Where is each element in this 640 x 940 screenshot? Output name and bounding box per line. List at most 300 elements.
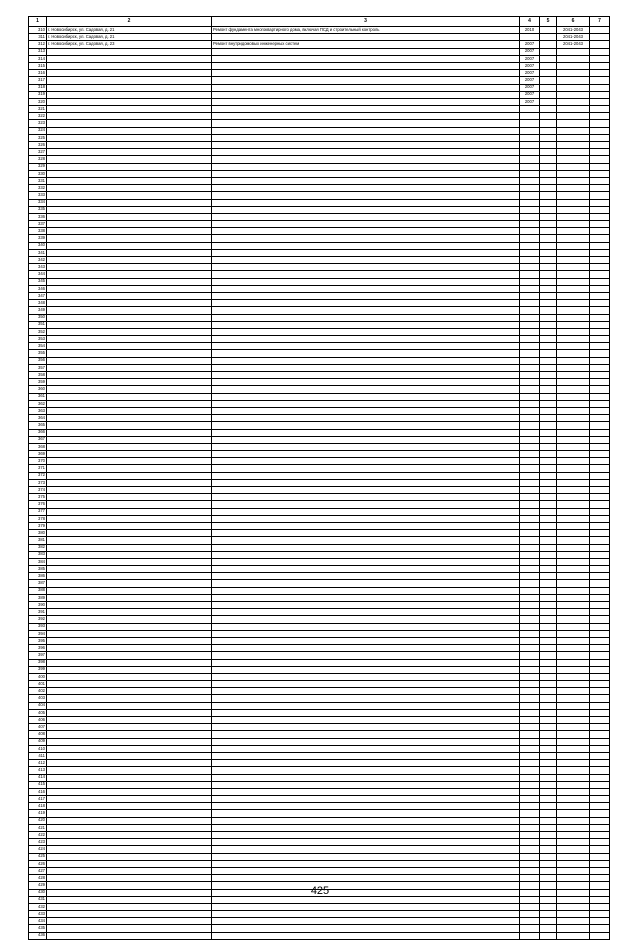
address-cell (47, 846, 212, 853)
address-cell (47, 429, 212, 436)
year-cell (540, 602, 557, 609)
year-range-cell (557, 271, 590, 278)
year-range-cell (557, 292, 590, 299)
table-row (29, 810, 610, 817)
year-cell (520, 925, 540, 932)
work-type-cell (212, 134, 520, 141)
work-type-cell (212, 487, 520, 494)
address-cell (47, 767, 212, 774)
row-number-cell: 347 (29, 292, 47, 299)
year-cell (520, 645, 540, 652)
address-cell (47, 537, 212, 544)
table-row (29, 896, 610, 903)
year-cell (590, 501, 610, 508)
year-cell (540, 587, 557, 594)
year-cell (540, 817, 557, 824)
year-cell (520, 422, 540, 429)
year-cell (520, 113, 540, 120)
table-row (29, 379, 610, 386)
row-number-cell: 329 (29, 163, 47, 170)
year-range-cell (557, 328, 590, 335)
table-row (29, 925, 610, 932)
year-cell (540, 709, 557, 716)
year-cell (590, 285, 610, 292)
year-cell (540, 149, 557, 156)
address-cell (47, 832, 212, 839)
table-row (29, 386, 610, 393)
table-row (29, 350, 610, 357)
year-cell (540, 436, 557, 443)
table-row (29, 709, 610, 716)
year-range-cell (557, 695, 590, 702)
year-cell (590, 357, 610, 364)
address-cell (47, 637, 212, 644)
address-cell (47, 609, 212, 616)
table-row (29, 407, 610, 414)
year-range-cell (557, 659, 590, 666)
year-cell (540, 652, 557, 659)
table-row (29, 221, 610, 228)
work-type-cell (212, 113, 520, 120)
table-row (29, 271, 610, 278)
year-cell (540, 551, 557, 558)
year-range-cell (557, 458, 590, 465)
year-cell (590, 436, 610, 443)
year-range-cell (557, 357, 590, 364)
year-range-cell (557, 350, 590, 357)
year-range-cell (557, 422, 590, 429)
year-cell (520, 451, 540, 458)
table-row (29, 673, 610, 680)
year-range-cell (557, 257, 590, 264)
year-cell (520, 465, 540, 472)
work-type-cell (212, 48, 520, 55)
year-cell (520, 429, 540, 436)
table-row (29, 436, 610, 443)
work-type-cell (212, 422, 520, 429)
table-row (29, 580, 610, 587)
address-cell (47, 62, 212, 69)
table-row (29, 760, 610, 767)
year-range-cell (557, 134, 590, 141)
year-cell (540, 185, 557, 192)
work-type-cell (212, 774, 520, 781)
work-type-cell (212, 724, 520, 731)
year-range-cell (557, 781, 590, 788)
work-type-cell (212, 839, 520, 846)
address-cell (47, 522, 212, 529)
year-cell (540, 673, 557, 680)
year-cell (590, 925, 610, 932)
row-number-cell: 334 (29, 199, 47, 206)
row-number-cell: 435 (29, 925, 47, 932)
year-cell (520, 142, 540, 149)
year-range-cell (557, 213, 590, 220)
year-range-cell (557, 774, 590, 781)
year-cell (590, 221, 610, 228)
address-cell (47, 781, 212, 788)
year-cell (520, 932, 540, 939)
work-type-cell (212, 479, 520, 486)
year-range-cell (557, 206, 590, 213)
year-range-cell (557, 673, 590, 680)
work-type-cell (212, 681, 520, 688)
work-type-cell (212, 77, 520, 84)
year-cell (520, 717, 540, 724)
table-row (29, 142, 610, 149)
year-cell (540, 566, 557, 573)
work-type-cell (212, 185, 520, 192)
year-cell (590, 206, 610, 213)
year-cell: 2007 (520, 77, 540, 84)
row-number-cell: 335 (29, 206, 47, 213)
row-number-cell: 344 (29, 271, 47, 278)
year-cell (590, 609, 610, 616)
year-range-cell (557, 731, 590, 738)
year-cell (590, 379, 610, 386)
table-row (29, 752, 610, 759)
year-range-cell (557, 221, 590, 228)
address-cell (47, 393, 212, 400)
row-number-cell: 421 (29, 824, 47, 831)
year-cell (540, 501, 557, 508)
address-cell (47, 918, 212, 925)
year-cell (590, 120, 610, 127)
row-number-cell: 340 (29, 242, 47, 249)
year-range-cell (557, 479, 590, 486)
work-type-cell (212, 257, 520, 264)
work-type-cell (212, 142, 520, 149)
row-number-cell: 351 (29, 321, 47, 328)
year-range-cell (557, 70, 590, 77)
year-cell (540, 544, 557, 551)
year-cell (520, 896, 540, 903)
year-cell (540, 91, 557, 98)
work-type-cell (212, 832, 520, 839)
work-type-cell (212, 314, 520, 321)
year-cell (590, 896, 610, 903)
year-cell (520, 688, 540, 695)
year-cell (520, 170, 540, 177)
year-range-cell (557, 235, 590, 242)
year-cell (520, 530, 540, 537)
row-number-cell: 362 (29, 400, 47, 407)
work-type-cell (212, 465, 520, 472)
row-number-cell: 360 (29, 386, 47, 393)
year-cell (540, 307, 557, 314)
row-number-cell: 371 (29, 465, 47, 472)
table-row (29, 199, 610, 206)
year-cell (520, 767, 540, 774)
year-cell (590, 688, 610, 695)
table-row (29, 731, 610, 738)
address-cell (47, 760, 212, 767)
year-cell (590, 537, 610, 544)
row-number-cell: 369 (29, 451, 47, 458)
year-cell (520, 630, 540, 637)
work-type-cell (212, 400, 520, 407)
year-cell (540, 350, 557, 357)
address-cell (47, 113, 212, 120)
year-cell (540, 393, 557, 400)
year-cell (520, 853, 540, 860)
year-cell (540, 400, 557, 407)
year-cell (540, 788, 557, 795)
year-cell (520, 637, 540, 644)
work-type-cell (212, 264, 520, 271)
row-number-cell: 392 (29, 616, 47, 623)
year-cell (520, 824, 540, 831)
work-type-cell (212, 501, 520, 508)
year-cell (540, 702, 557, 709)
year-range-cell (557, 242, 590, 249)
year-range-cell (557, 760, 590, 767)
year-cell (540, 163, 557, 170)
work-type-cell (212, 903, 520, 910)
year-range-cell (557, 113, 590, 120)
year-cell (540, 451, 557, 458)
year-range-cell (557, 717, 590, 724)
year-range-cell (557, 709, 590, 716)
address-cell (47, 257, 212, 264)
year-cell (520, 501, 540, 508)
year-cell (520, 242, 540, 249)
year-range-cell (557, 566, 590, 573)
work-type-cell (212, 357, 520, 364)
year-range-cell (557, 803, 590, 810)
work-type-cell (212, 515, 520, 522)
address-cell (47, 458, 212, 465)
address-cell (47, 659, 212, 666)
year-range-cell (557, 91, 590, 98)
work-type-cell (212, 472, 520, 479)
work-type-cell (212, 192, 520, 199)
year-cell (520, 321, 540, 328)
address-cell (47, 925, 212, 932)
year-cell (540, 321, 557, 328)
year-cell (540, 156, 557, 163)
address-cell (47, 170, 212, 177)
row-number-cell: 343 (29, 264, 47, 271)
year-range-cell (557, 336, 590, 343)
row-number-cell: 311 (29, 34, 47, 41)
year-range-cell (557, 602, 590, 609)
table-row (29, 48, 610, 55)
year-cell (590, 760, 610, 767)
table-row (29, 84, 610, 91)
work-type-cell (212, 796, 520, 803)
year-range-cell (557, 609, 590, 616)
year-range-cell (557, 156, 590, 163)
table-row (29, 314, 610, 321)
year-cell (590, 846, 610, 853)
row-number-cell: 399 (29, 666, 47, 673)
work-type-cell (212, 896, 520, 903)
year-cell (590, 264, 610, 271)
year-cell (590, 673, 610, 680)
work-type-cell (212, 587, 520, 594)
table-row (29, 106, 610, 113)
year-cell (590, 422, 610, 429)
table-row (29, 249, 610, 256)
row-number-cell: 378 (29, 515, 47, 522)
year-range-cell (557, 558, 590, 565)
work-type-cell (212, 666, 520, 673)
year-range-cell (557, 860, 590, 867)
row-number-cell: 356 (29, 357, 47, 364)
year-cell (540, 681, 557, 688)
year-cell (520, 127, 540, 134)
year-cell (540, 932, 557, 939)
year-cell (540, 235, 557, 242)
year-range-cell (557, 573, 590, 580)
work-type-cell (212, 824, 520, 831)
year-cell (590, 91, 610, 98)
year-cell (540, 98, 557, 105)
year-cell (540, 113, 557, 120)
year-cell (520, 875, 540, 882)
work-type-cell (212, 932, 520, 939)
table-row (29, 530, 610, 537)
row-number-cell: 366 (29, 429, 47, 436)
year-cell (590, 695, 610, 702)
work-type-cell (212, 206, 520, 213)
year-cell (590, 594, 610, 601)
year-cell (590, 228, 610, 235)
year-cell: 2007 (520, 55, 540, 62)
year-cell (540, 623, 557, 630)
year-cell (540, 379, 557, 386)
year-range-cell (557, 364, 590, 371)
address-cell (47, 70, 212, 77)
year-cell (520, 343, 540, 350)
address-cell (47, 515, 212, 522)
year-cell (540, 465, 557, 472)
work-type-cell (212, 731, 520, 738)
address-cell (47, 932, 212, 939)
work-type-cell (212, 321, 520, 328)
table-row (29, 508, 610, 515)
year-range-cell (557, 228, 590, 235)
work-type-cell (212, 875, 520, 882)
year-cell (520, 487, 540, 494)
work-type-cell (212, 530, 520, 537)
row-number-cell: 337 (29, 221, 47, 228)
work-type-cell (212, 55, 520, 62)
year-range-cell (557, 393, 590, 400)
year-range-cell (557, 62, 590, 69)
row-number-cell: 423 (29, 839, 47, 846)
work-type-cell (212, 336, 520, 343)
work-type-cell (212, 62, 520, 69)
work-type-cell (212, 645, 520, 652)
year-range-cell (557, 386, 590, 393)
work-type-cell: Ремонт фундамента многоквартирного дома, включая ПСД и строительный контроль (212, 27, 520, 34)
row-number-cell: 327 (29, 149, 47, 156)
year-range-cell (557, 738, 590, 745)
year-cell (590, 84, 610, 91)
year-range-cell (557, 372, 590, 379)
work-type-cell (212, 709, 520, 716)
year-cell (590, 350, 610, 357)
year-cell (540, 278, 557, 285)
year-cell (590, 774, 610, 781)
work-type-cell (212, 271, 520, 278)
row-number-cell: 432 (29, 903, 47, 910)
work-type-cell (212, 84, 520, 91)
year-range-cell (557, 278, 590, 285)
address-cell (47, 731, 212, 738)
year-cell (520, 796, 540, 803)
year-cell (540, 875, 557, 882)
table-row (29, 429, 610, 436)
row-number-cell: 384 (29, 558, 47, 565)
table-row (29, 637, 610, 644)
year-range-cell (557, 645, 590, 652)
work-type-cell (212, 458, 520, 465)
address-cell (47, 645, 212, 652)
year-cell (520, 839, 540, 846)
year-cell (590, 149, 610, 156)
year-cell (540, 803, 557, 810)
table-row (29, 149, 610, 156)
year-cell (520, 666, 540, 673)
year-cell (540, 106, 557, 113)
address-cell (47, 142, 212, 149)
year-cell (590, 271, 610, 278)
address-cell (47, 587, 212, 594)
year-cell (520, 702, 540, 709)
row-number-cell: 417 (29, 796, 47, 803)
row-number-cell: 363 (29, 407, 47, 414)
year-cell (590, 300, 610, 307)
year-cell (540, 616, 557, 623)
year-cell (590, 824, 610, 831)
year-range-cell (557, 810, 590, 817)
year-range-cell (557, 788, 590, 795)
row-number-cell: 354 (29, 343, 47, 350)
table-row (29, 702, 610, 709)
year-cell (590, 566, 610, 573)
address-cell (47, 77, 212, 84)
work-type-cell (212, 580, 520, 587)
year-cell (590, 738, 610, 745)
table-row (29, 918, 610, 925)
table-row (29, 623, 610, 630)
year-cell (520, 458, 540, 465)
year-cell (590, 415, 610, 422)
table-row (29, 630, 610, 637)
table-row (29, 846, 610, 853)
year-cell (540, 170, 557, 177)
year-cell (590, 702, 610, 709)
table-row (29, 55, 610, 62)
address-cell (47, 465, 212, 472)
work-type-cell (212, 846, 520, 853)
address-cell (47, 213, 212, 220)
year-cell (520, 257, 540, 264)
year-cell (590, 717, 610, 724)
year-cell (540, 724, 557, 731)
year-cell (520, 918, 540, 925)
table-row (29, 27, 610, 34)
year-cell (590, 587, 610, 594)
year-cell (590, 249, 610, 256)
year-cell (540, 918, 557, 925)
table-header (29, 17, 610, 27)
row-number-cell: 368 (29, 443, 47, 450)
year-range-cell (557, 623, 590, 630)
